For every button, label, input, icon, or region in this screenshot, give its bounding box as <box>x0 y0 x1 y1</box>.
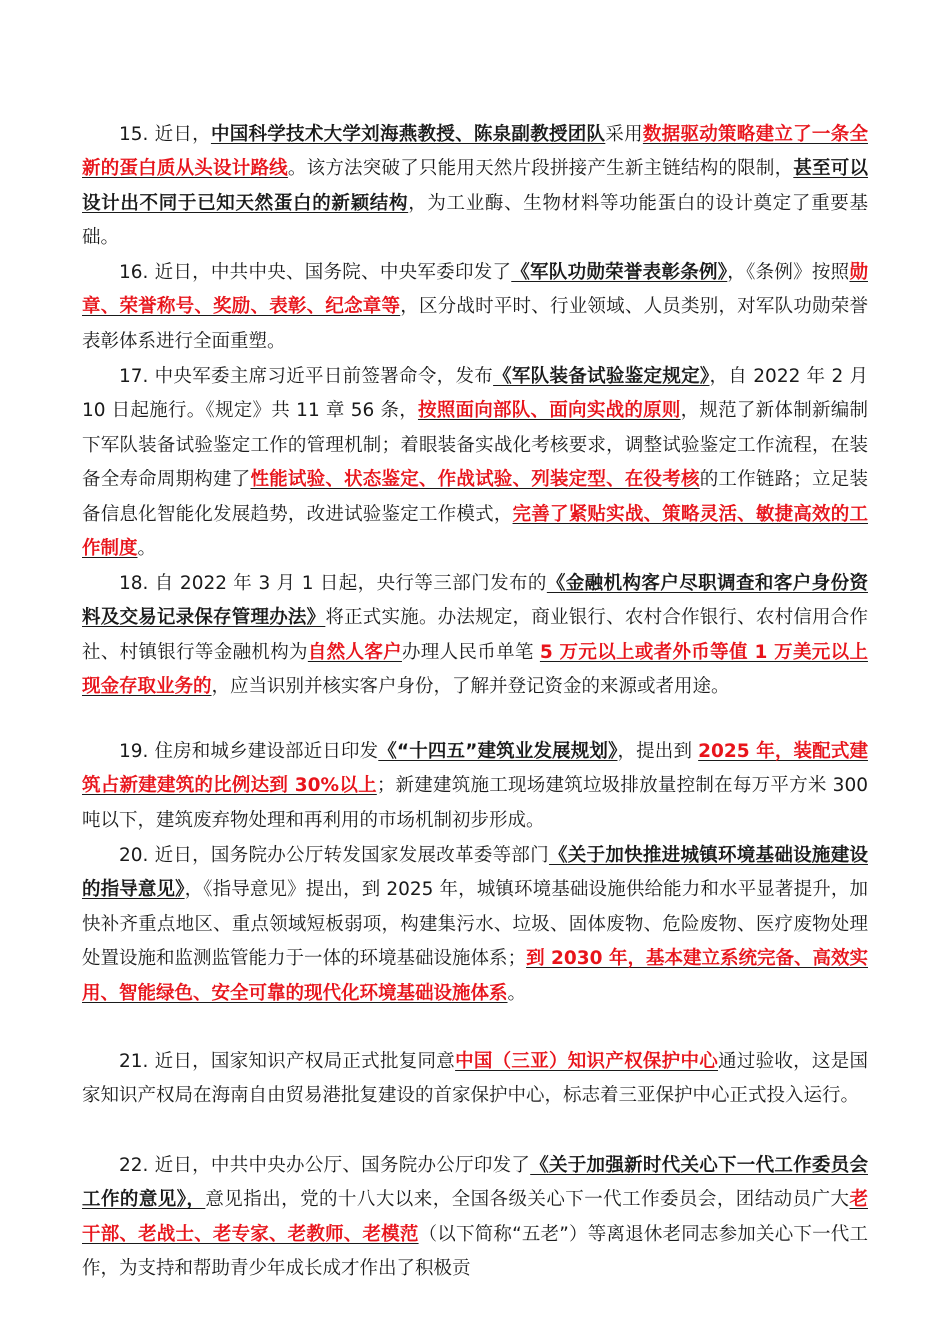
red-highlight: 性能试验、状态鉴定、作战试验、列装定型、在役考核 <box>250 469 700 490</box>
bold-underline: 《关于加强新时代关心下一代工作委员会工作的意见》， <box>82 1154 868 1210</box>
red-highlight: 数据驱动策略建立了一条全新的蛋白质从头设计路线 <box>82 123 868 179</box>
red-highlight: 自然人客户 <box>307 641 402 663</box>
body-text: 的工作链路；立足装备信息化智能化发展趋势，改进试验鉴定工作模式， <box>82 469 868 525</box>
body-text: 20. 近日，国务院办公厅转发国家发展改革委等部门 <box>119 844 549 866</box>
body-text: 意见指出，党的十八大以来，全国各级关心下一代工作委员会，团结动员广大 <box>205 1189 850 1210</box>
news-item-20 <box>82 839 868 1012</box>
body-text: ；新建建筑施工现场建筑垃圾排放量控制在每万平方米 300 吨以下，建筑废弃物处理和再利用的市场机制初步形成。 <box>82 775 868 831</box>
body-text: 21. 近日，国家知识产权局正式批复同意 <box>119 1050 456 1072</box>
body-text: 15. 近日， <box>119 123 211 145</box>
body-text: 16. 近日，中共中央、国务院、中央军委印发了 <box>119 261 512 283</box>
body-text: 18. 自 2022 年 3 月 1 日起，央行等三部门发布的 <box>119 572 547 594</box>
body-text: 。 <box>137 538 157 559</box>
body-text: 。该方法突破了只能用天然片段拼接产生新主链结构的限制， <box>287 158 794 179</box>
red-highlight: 中国（三亚）知识产权保护中心 <box>455 1050 719 1072</box>
red-highlight: 老干部、老战士、老专家、老教师、老模范 <box>82 1189 868 1245</box>
body-text: 。 <box>507 982 527 1004</box>
body-text: 19. 住房和城乡建设部近日印发 <box>119 740 379 762</box>
body-text: ，区分战时平时、行业领域、人员类别，对军队功勋荣誉表彰体系进行全面重塑。 <box>82 296 868 352</box>
red-highlight: 到 2030 年，基本建立系统完备、高效实用、智能绿色、安全可靠的现代化环境基础设施体系 <box>82 948 868 1004</box>
body-text: ，《条例》按照 <box>727 261 850 283</box>
body-text: ，规范了新体制新编制下军队装备试验鉴定工作的管理机制；着眼装备实战化考核要求，调整试验鉴定工作流程，在装备全寿命周期构建了 <box>82 400 868 490</box>
red-highlight: 5 万元以上或者外币等值 1 万美元以上现金存取业务的 <box>82 641 868 697</box>
body-text: ，应当识别并核实客户身份，了解并登记资金的来源或者用途。 <box>211 676 730 697</box>
bold-underline: 《“十四五”建筑业发展规划》 <box>378 740 618 762</box>
news-item-18 <box>82 567 868 705</box>
body-text: 将正式实施。办法规定，商业银行、农村合作银行、农村信用合作社、村镇银行等金融机构为 <box>82 607 868 663</box>
body-text: ，《指导意见》提出，到 2025 年，城镇环境基础设施供给能力和水平显著提升，加快补齐重点地区、重点领域短板弱项，构建集污水、垃圾、固体废物、危险废物、医疗废物处理处置设施和监测监管能力于一体的环境基础设施体系； <box>82 879 868 969</box>
news-item-21 <box>82 1045 868 1114</box>
red-highlight: 2025 年，装配式建筑占新建建筑的比例达到 30%以上 <box>82 740 868 796</box>
bold-underline: 《关于加快推进城镇环境基础设施建设的指导意见》 <box>82 844 868 900</box>
news-item-19 <box>82 735 868 839</box>
news-item-15 <box>82 118 868 256</box>
news-item-16 <box>82 256 868 360</box>
body-text: 通过验收，这是国家知识产权局在海南自由贸易港批复建设的首家保护中心，标志着三亚保护中心正式投入运行。 <box>82 1050 868 1106</box>
bold-underline: 《金融机构客户尽职调查和客户身份资料及交易记录保存管理办法》 <box>82 572 868 628</box>
bold-underline: 中国科学技术大学刘海燕教授、陈泉副教授团队 <box>210 123 606 145</box>
news-item-22 <box>82 1149 868 1287</box>
bold-underline: 《军队装备试验鉴定规定》 <box>493 365 710 387</box>
body-text: ，为工业酶、生物材料等功能蛋白的设计奠定了重要基础。 <box>82 192 868 248</box>
body-text: （以下简称“五老”）等离退休老同志参加关心下一代工作，为支持和帮助青少年成长成才作出了积极贡 <box>82 1223 868 1279</box>
body-text: 17. 中央军委主席习近平日前签署命令，发布 <box>119 365 494 387</box>
bold-underline: 《军队功勋荣誉表彰条例》 <box>511 261 728 283</box>
news-item-17 <box>82 360 868 567</box>
body-text: ，自 2022 年 2 月 10 日起施行。《规定》共 11 章 56 条， <box>82 365 868 421</box>
bold-underline: 甚至可以设计出不同于已知天然蛋白的新颖结构 <box>82 158 868 214</box>
body-text: 办理人民币单笔 <box>401 641 540 663</box>
red-highlight: 按照面向部队、面向实战的原则 <box>417 400 681 421</box>
body-text: 采用 <box>605 123 643 145</box>
body-text: 22. 近日，中共中央办公厅、国务院办公厅印发了 <box>119 1154 531 1176</box>
body-text: ，提出到 <box>617 740 699 762</box>
red-highlight: 勋章、荣誉称号、奖励、表彰、纪念章等 <box>82 261 868 317</box>
red-highlight: 完善了紧贴实战、策略灵活、敏捷高效的工作制度 <box>82 503 868 559</box>
